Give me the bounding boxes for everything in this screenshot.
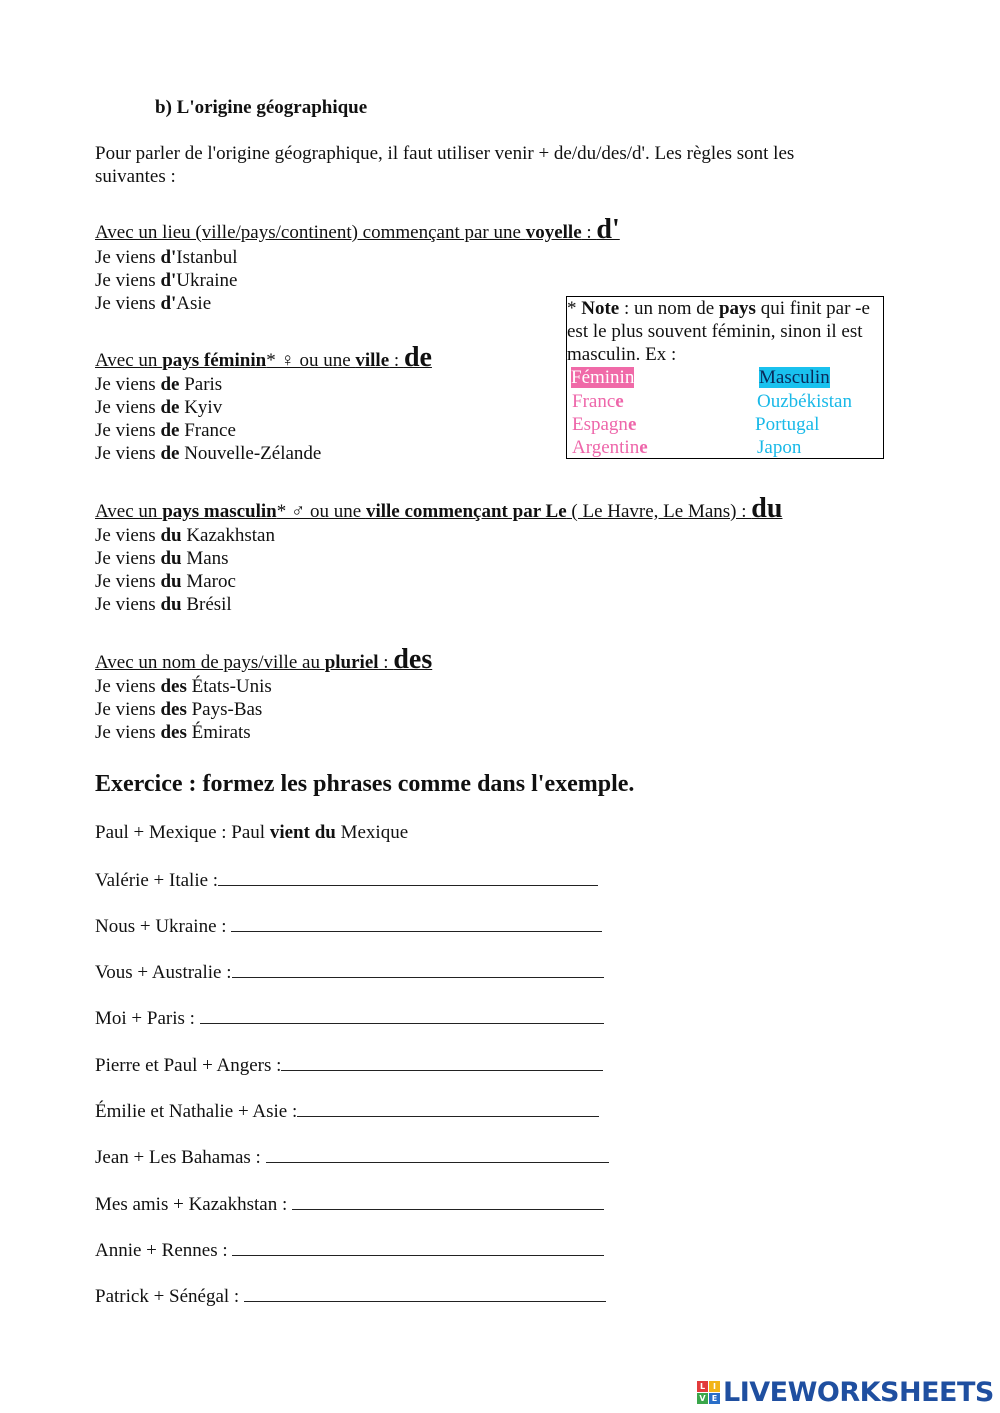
exercise-item xyxy=(95,1283,606,1308)
feminin-header xyxy=(571,366,634,389)
exercise-item xyxy=(95,1191,604,1216)
example-place: Pays-Bas xyxy=(186,699,263,720)
heading-bold: pays féminin xyxy=(162,350,267,371)
example-line xyxy=(95,292,211,315)
example-prep: de xyxy=(160,420,180,441)
exercise-example xyxy=(95,821,408,844)
feminin-stem: Espagn xyxy=(572,414,628,435)
example-prep: des xyxy=(160,676,187,697)
heading-text: Avec un nom de pays/ville au xyxy=(95,652,325,673)
example-line xyxy=(95,721,251,744)
exercise-prompt: Émilie et Nathalie + Asie : xyxy=(95,1101,298,1122)
example-place: Brésil xyxy=(181,594,232,615)
exercise-item xyxy=(95,1052,603,1077)
example-line xyxy=(95,593,232,616)
feminin-example xyxy=(572,413,636,436)
logo-text: LIVEWORKSHEETS xyxy=(723,1377,994,1408)
answer-blank[interactable] xyxy=(244,1283,606,1302)
example-place: États-Unis xyxy=(186,676,272,697)
example-prep: des xyxy=(160,699,187,720)
example-prep: d' xyxy=(160,247,177,268)
feminin-stem: Argentin xyxy=(572,437,640,458)
example-place: Nouvelle-Zélande xyxy=(179,443,322,464)
heading-text: Avec un lieu (ville/pays/continent) commençant par une xyxy=(95,222,526,243)
note-star: * xyxy=(567,298,582,319)
exercise-prompt: Annie + Rennes : xyxy=(95,1240,233,1261)
heading-bold: ville xyxy=(355,350,390,371)
exercise-prompt: Jean + Les Bahamas : xyxy=(95,1147,266,1168)
marker-de: de xyxy=(403,342,432,373)
heading-text: * ♀ ou une xyxy=(266,350,356,371)
rule-heading-pluriel xyxy=(95,644,433,675)
answer-blank[interactable] xyxy=(231,913,602,932)
example-prep: de xyxy=(160,397,180,418)
example-place: Ukraine xyxy=(176,270,238,291)
example-place: Kazakhstan xyxy=(181,525,275,546)
example-pre: Je viens xyxy=(95,443,161,464)
heading-bold: voyelle xyxy=(525,222,582,243)
example-line xyxy=(95,675,272,698)
example-prep: du xyxy=(160,525,182,546)
logo-letter: V xyxy=(697,1393,708,1404)
exercise-item xyxy=(95,1237,604,1262)
example-place: France xyxy=(179,420,236,441)
section-title: b) L'origine géographique xyxy=(155,97,368,118)
example-line xyxy=(95,698,262,721)
exercise-item xyxy=(95,959,604,984)
example-pre: Je viens xyxy=(95,571,161,592)
exercise-prompt: Vous + Australie : xyxy=(95,962,232,983)
exercise-prompt: Nous + Ukraine : xyxy=(95,916,232,937)
feminin-ending: e xyxy=(627,414,637,435)
exercise-prompt: Valérie + Italie : xyxy=(95,870,219,891)
example-pre: Je viens xyxy=(95,676,161,697)
masculin-header xyxy=(759,366,830,389)
exercise-item xyxy=(95,913,602,938)
heading-text: : xyxy=(378,652,394,673)
masculin-example: Portugal xyxy=(755,414,820,435)
example-place: Kyiv xyxy=(179,397,223,418)
exercise-item xyxy=(95,1144,609,1169)
exercise-item xyxy=(95,867,598,892)
feminin-header-label: Féminin xyxy=(571,367,635,388)
example-line xyxy=(95,269,238,292)
example-place: Istanbul xyxy=(176,247,238,268)
example-pre: Je viens xyxy=(95,270,161,291)
answer-blank[interactable] xyxy=(266,1144,609,1163)
example-line xyxy=(95,373,222,396)
example-pre: Je viens xyxy=(95,374,161,395)
example-prep: du xyxy=(160,548,182,569)
logo-letter: I xyxy=(709,1381,720,1392)
note-text-part: qui finit par -e est le plus souvent féminin, sinon il est masculin. Ex : xyxy=(567,298,870,365)
heading-bold: pluriel xyxy=(324,652,379,673)
feminin-ending: e xyxy=(615,391,624,412)
exercise-prompt: Patrick + Sénégal : xyxy=(95,1286,244,1307)
example-prompt: Paul + Mexique : Paul xyxy=(95,822,270,843)
heading-text: Avec un xyxy=(95,350,163,371)
logo-mark-icon xyxy=(697,1381,721,1405)
note-label: Note xyxy=(581,298,620,319)
example-line xyxy=(95,246,238,269)
example-line xyxy=(95,419,236,442)
example-prep: de xyxy=(160,374,180,395)
example-pre: Je viens xyxy=(95,420,161,441)
example-line xyxy=(95,442,321,465)
logo-letter: E xyxy=(709,1393,720,1404)
exercise-item xyxy=(95,1005,604,1030)
example-line xyxy=(95,396,222,419)
heading-bold: ville commençant par Le xyxy=(365,501,567,522)
example-pre: Je viens xyxy=(95,548,161,569)
example-pre: Je viens xyxy=(95,699,161,720)
marker-du: du xyxy=(751,493,783,524)
example-place: Émirats xyxy=(186,722,251,743)
example-place: Maroc xyxy=(181,571,236,592)
example-line xyxy=(95,524,275,547)
example-prep: de xyxy=(160,443,180,464)
rule-heading-masculin xyxy=(95,493,783,524)
heading-bold: pays masculin xyxy=(162,501,277,522)
answer-blank[interactable] xyxy=(200,1005,604,1024)
example-pre: Je viens xyxy=(95,525,161,546)
note-bold-pays: pays xyxy=(718,298,756,319)
answer-blank[interactable] xyxy=(218,867,598,886)
example-place: Mans xyxy=(181,548,229,569)
example-line xyxy=(95,547,229,570)
masculin-example: Ouzbékistan xyxy=(757,391,852,412)
example-place: Asie xyxy=(176,293,212,314)
heading-text: : xyxy=(389,350,404,371)
example-pre: Je viens xyxy=(95,247,161,268)
example-pre: Je viens xyxy=(95,594,161,615)
example-line xyxy=(95,570,236,593)
example-answer: Mexique xyxy=(335,822,409,843)
heading-text: Avec un xyxy=(95,501,163,522)
masculin-example: Japon xyxy=(757,437,802,458)
note-text xyxy=(567,297,883,366)
answer-blank[interactable] xyxy=(232,959,604,978)
rule-heading-feminin xyxy=(95,342,432,373)
exercise-item xyxy=(95,1098,599,1123)
example-prep: du xyxy=(160,571,182,592)
marker-d: d' xyxy=(596,214,620,245)
feminin-example xyxy=(572,436,648,459)
example-prep: des xyxy=(160,722,187,743)
note-box xyxy=(566,296,884,459)
heading-text: * ♂ ou une xyxy=(276,501,366,522)
example-pre: Je viens xyxy=(95,722,161,743)
rule-heading-voyelle xyxy=(95,214,620,245)
exercise-prompt: Pierre et Paul + Angers : xyxy=(95,1055,282,1076)
note-text-part: : un nom de xyxy=(619,298,719,319)
example-prep: du xyxy=(160,594,182,615)
logo-letter: L xyxy=(697,1381,708,1392)
answer-blank[interactable] xyxy=(297,1098,599,1117)
exercise-prompt: Moi + Paris : xyxy=(95,1008,200,1029)
heading-text: ( Le Havre, Le Mans) : xyxy=(566,501,752,522)
feminin-stem: Franc xyxy=(572,391,616,412)
marker-des: des xyxy=(393,644,433,675)
example-bold: vient du xyxy=(269,822,336,843)
answer-blank[interactable] xyxy=(292,1191,604,1210)
example-pre: Je viens xyxy=(95,293,161,314)
example-prep: d' xyxy=(160,270,177,291)
example-pre: Je viens xyxy=(95,397,161,418)
exercise-prompt: Mes amis + Kazakhstan : xyxy=(95,1194,292,1215)
exercise-title: Exercice : formez les phrases comme dans l'exemple. xyxy=(95,771,635,797)
example-place: Paris xyxy=(179,374,223,395)
intro-paragraph: Pour parler de l'origine géographique, il faut utiliser venir + de/du/des/d'. Les règles sont les suivantes : xyxy=(95,143,795,187)
heading-text: : xyxy=(581,222,597,243)
example-prep: d' xyxy=(160,293,177,314)
feminin-ending: e xyxy=(639,437,648,458)
masculin-header-label: Masculin xyxy=(759,367,830,388)
feminin-example xyxy=(572,390,624,413)
answer-blank[interactable] xyxy=(232,1237,604,1256)
answer-blank[interactable] xyxy=(281,1052,603,1071)
